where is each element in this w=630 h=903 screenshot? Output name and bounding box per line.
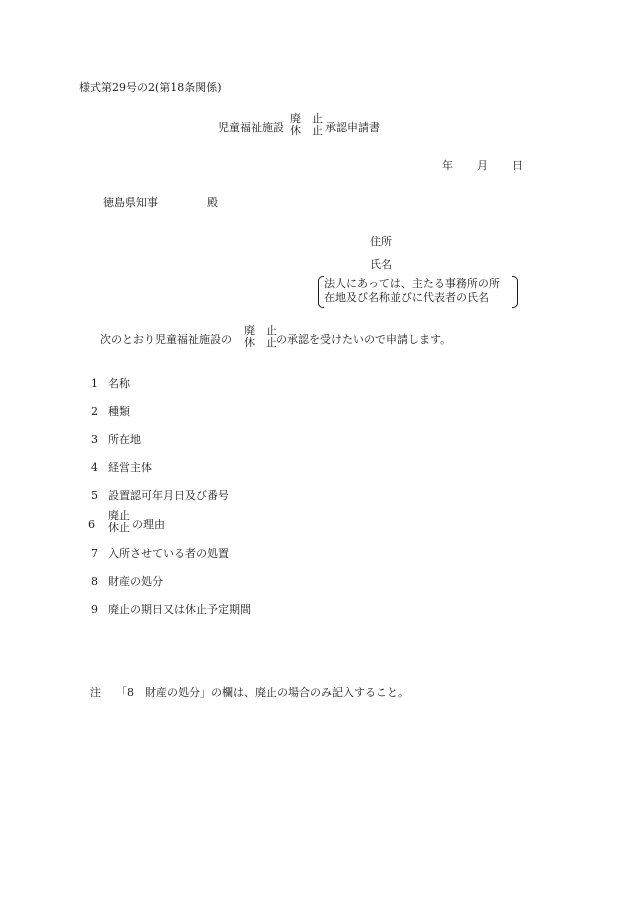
item-label: の理由: [132, 518, 165, 531]
date-day: 日: [512, 159, 523, 172]
address-label: 住所: [370, 235, 392, 248]
request-suffix: の承認を受けたいので申請します。: [276, 333, 452, 346]
right-bracket: [512, 276, 518, 308]
corporate-note-line1: 法人にあっては、主たる事務所の所: [324, 277, 500, 290]
item-choice-top: 廃止: [108, 509, 130, 522]
form-reference: 様式第29号の2(第18条関係): [79, 81, 222, 94]
item-number: 8: [91, 575, 98, 588]
request-choice: [244, 325, 277, 349]
item-number: 4: [91, 461, 98, 474]
item-label: 廃止の期日又は休止予定期間: [108, 603, 251, 616]
item-label: 設置認可年月日及び番号: [108, 489, 229, 502]
date-year: 年: [442, 159, 453, 172]
item-choice: [108, 510, 130, 534]
title-choice-bottom: 休 止: [290, 124, 323, 137]
item-label: 財産の処分: [108, 575, 163, 588]
item-number: 7: [91, 547, 98, 560]
title-choice-top: 廃 止: [290, 112, 323, 125]
item-label: 所在地: [108, 433, 141, 446]
item-number: 3: [91, 433, 98, 446]
footnote-text: 「8 財産の処分」の欄は、廃止の場合のみ記入すること。: [116, 686, 409, 699]
request-prefix: 次のとおり児童福祉施設の: [100, 333, 232, 346]
item-number: 9: [91, 603, 98, 616]
item-label: 種類: [108, 405, 130, 418]
item-label: 経営主体: [108, 461, 152, 474]
request-choice-top: 廃 止: [244, 324, 277, 337]
corporate-note: [318, 276, 518, 306]
addressee-name: 徳島県知事: [103, 196, 158, 209]
date-month: 月: [477, 159, 488, 172]
request-choice-bottom: 休 止: [244, 336, 277, 349]
title-choice: [290, 113, 323, 137]
item-number: 5: [91, 489, 98, 502]
addressee-honorific: 殿: [207, 196, 218, 209]
title-suffix: 承認申請書: [325, 121, 380, 134]
corporate-note-line2: 在地及び名称並びに代表者の氏名: [324, 291, 489, 304]
item-number: 1: [91, 377, 98, 390]
item-label: 名称: [108, 377, 130, 390]
item-number: 6: [88, 518, 95, 531]
item-label: 入所させている者の処置: [108, 547, 229, 560]
item-number: 2: [91, 405, 98, 418]
title-prefix: 児童福祉施設: [218, 121, 284, 134]
footnote-label: 注: [90, 686, 101, 699]
item-choice-bottom: 休止: [108, 521, 130, 534]
name-label: 氏名: [370, 258, 392, 271]
